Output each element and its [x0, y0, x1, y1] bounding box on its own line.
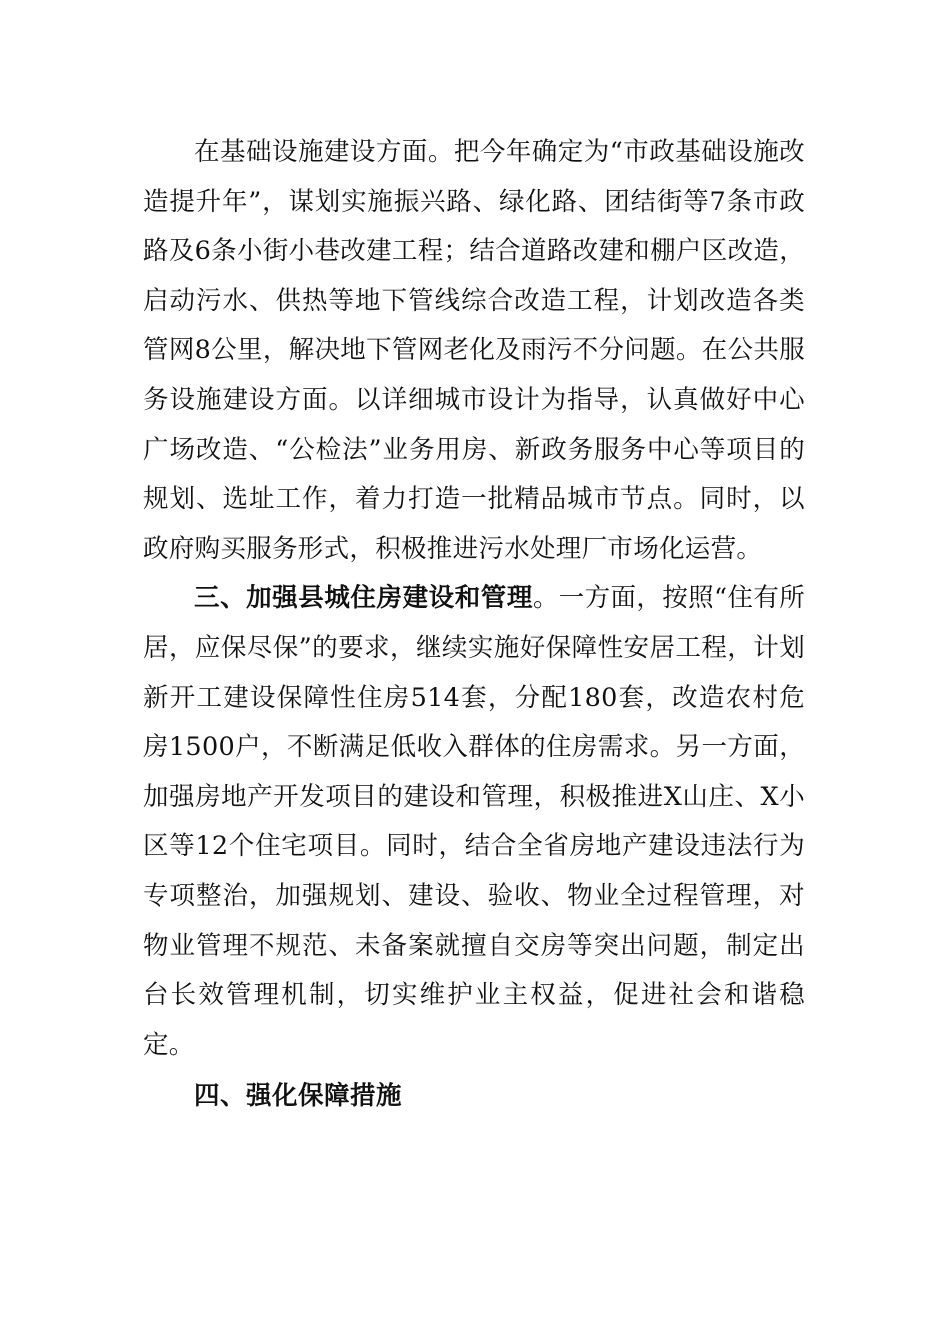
section-heading-safeguards: 四、强化保障措施 [194, 1081, 403, 1112]
paragraph-housing-body: 。一方面，按照“住有所居，应保尽保”的要求，继续实施好保障性安居工程，计划新开工建设保障性住房514套，分配180套，改造农村危房1500户，不断满足低收入群体的住房需求。另一方面，加强房地产开发项目的建设和管理，积极推进X山庄、X小区等12个住宅项目。同时，结合全省房地产建设违法行为专项整治，加强规划、建设、验收、物业全过程管理，对物业管理不规范、未备案就擅自交房等突出问题，制定出台长效管理机制，切实维护业主权益，促进社会和谐稳定。 [143, 583, 805, 1060]
section-heading-housing: 三、加强县城住房建设和管理 [194, 583, 533, 614]
document-page [143, 128, 805, 1122]
paragraph-infrastructure: 在基础设施建设方面。把今年确定为“市政基础设施改造提升年”，谋划实施振兴路、绿化路、团结街等7条市政路及6条小街小巷改建工程；结合道路改建和棚户区改造，启动污水、供热等地下管线综合改造工程，计划改造各类管网8公里，解决地下管网老化及雨污不分问题。在公共服务设施建设方面。以详细城市设计为指导，认真做好中心广场改造、“公检法”业务用房、新政务服务中心等项目的规划、选址工作，着力打造一批精品城市节点。同时，以政府购买服务形式，积极推进污水处理厂市场化运营。 [143, 137, 805, 564]
paragraph-housing [143, 574, 805, 1070]
